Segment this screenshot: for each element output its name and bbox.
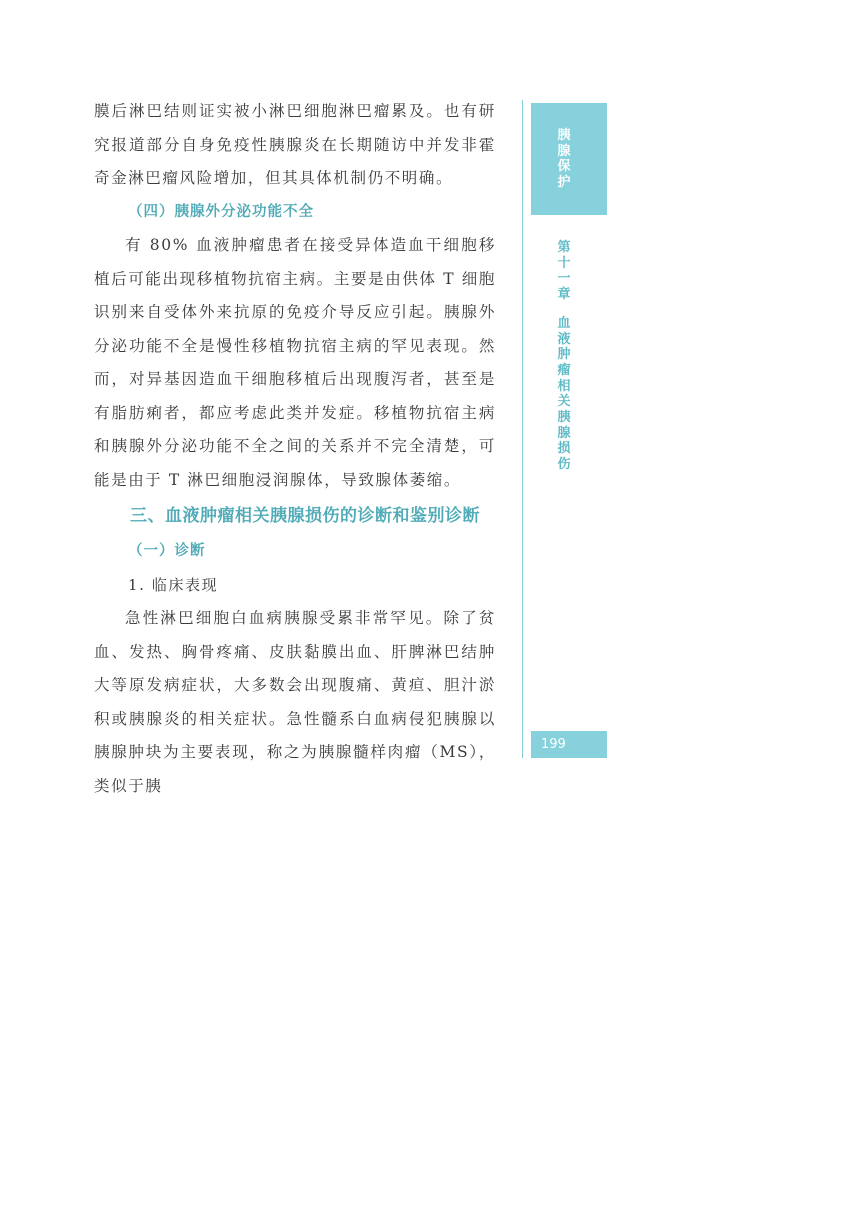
- chapter-number-char: 第: [557, 240, 571, 255]
- subsection-heading: （一）诊断: [128, 543, 206, 559]
- chapter-title-char: 损: [557, 441, 571, 457]
- chapter-title-char: 肿: [557, 347, 571, 363]
- chapter-title-char: 血: [557, 315, 571, 331]
- subsection-heading: （四）胰腺外分泌功能不全: [128, 203, 314, 220]
- chapter-title-char: 关: [557, 394, 571, 410]
- chapter-number-char: 章: [557, 287, 571, 303]
- main-text-column: [94, 95, 496, 803]
- chapter-title-char: 腺: [557, 425, 571, 441]
- chapter-title-char: 胰: [557, 410, 571, 426]
- book-title: 胰腺保护: [557, 128, 571, 190]
- page-number: 199: [541, 737, 566, 752]
- section-heading: 三、血液肿瘤相关胰腺损伤的诊断和鉴别诊断: [130, 506, 480, 526]
- chapter-number-char: 一: [557, 271, 571, 287]
- chapter-title-char: 液: [557, 331, 571, 347]
- margin-divider-line: [522, 100, 523, 758]
- chapter-title-char: 伤: [557, 457, 571, 473]
- body-paragraph: 急性淋巴细胞白血病胰腺受累非常罕见。除了贫血、发热、胸骨疼痛、皮肤黏膜出血、肝脾淋巴结肿大等原发病症状，大多数会出现腹痛、黄疸、胆汁淤积或胰腺炎的相关症状。急性髓系白血病侵犯胰腺以胰腺肿块为主要表现，称之为胰腺髓样肉瘤（MS），类似于胰: [94, 609, 496, 795]
- item-heading: 1. 临床表现: [128, 575, 219, 594]
- chapter-label-vertical: [555, 240, 573, 473]
- chapter-number-char: 十: [557, 255, 571, 271]
- body-paragraph: 膜后淋巴结则证实被小淋巴细胞淋巴瘤累及。也有研究报道部分自身免疫性胰腺炎在长期随访中并发非霍奇金淋巴瘤风险增加，但其具体机制仍不明确。: [94, 102, 496, 187]
- body-paragraph: 有 80% 血液肿瘤患者在接受异体造血干细胞移植后可能出现移植物抗宿主病。主要是由供体 T 细胞识别来自受体外来抗原的免疫介导反应引起。胰腺外分泌功能不全是慢性移植物抗宿主病的罕见表现。然而，对异基因造血干细胞移植后出现腹泻者，甚至是有脂肪痢者，都应考虑此类并发症。移植物抗宿主病和胰腺外分泌功能不全之间的关系并不完全清楚，可能是由于 T 淋巴细胞浸润腺体，导致腺体萎缩。: [94, 236, 496, 489]
- chapter-label-gap: [555, 303, 573, 316]
- chapter-title-char: 相: [557, 378, 571, 394]
- chapter-title-char: 瘤: [557, 362, 571, 378]
